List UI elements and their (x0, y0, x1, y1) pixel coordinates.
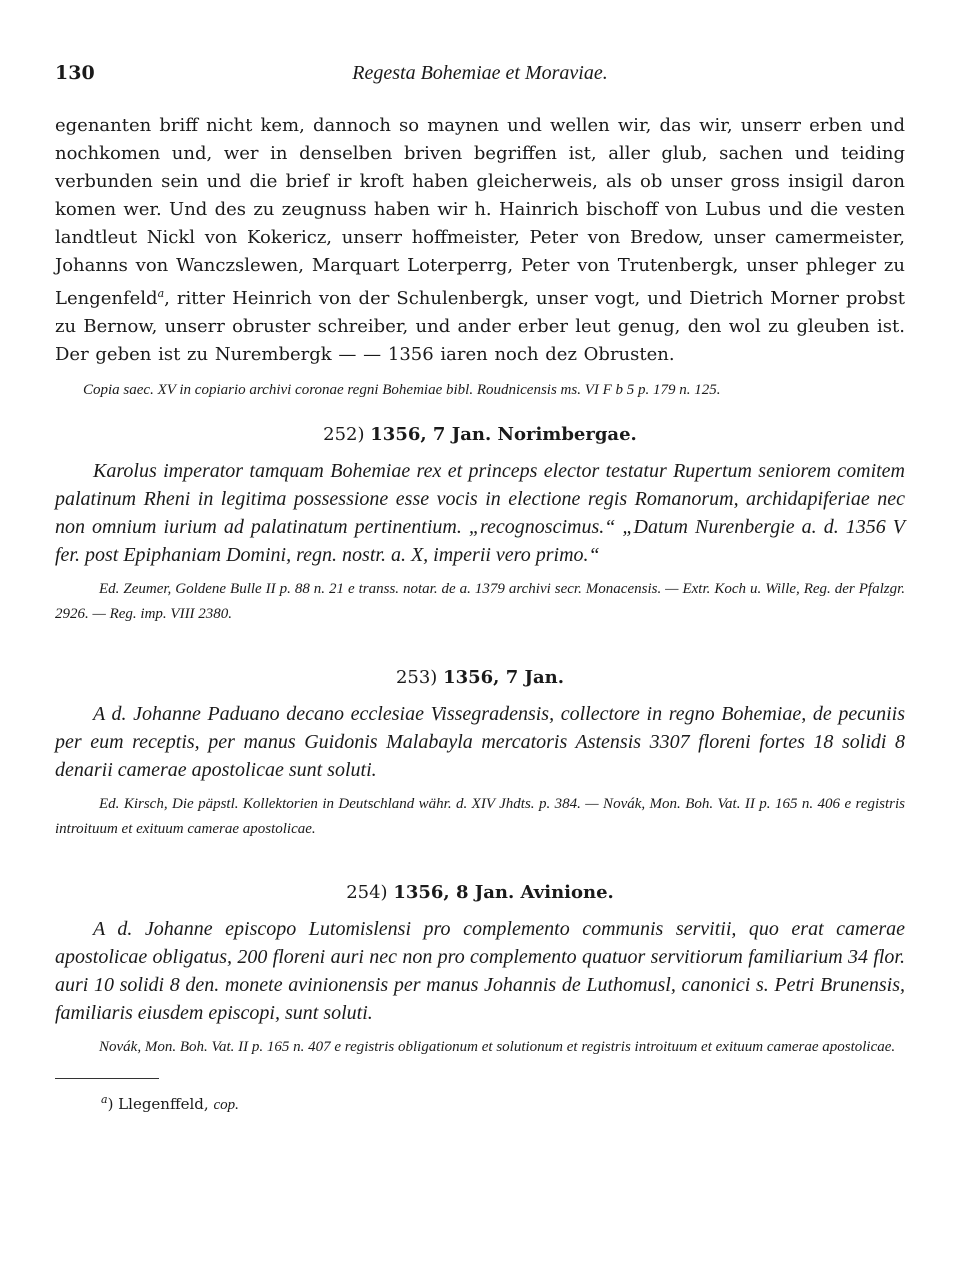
entry-heading-253 (55, 667, 905, 688)
entry-heading-252 (55, 424, 905, 445)
footnote-text: ) Llegenffeld, (107, 1095, 214, 1113)
footnote-divider (55, 1078, 159, 1079)
entry-regest-253: A d. Johanne Paduano decano ecclesiae Vissegradensis, collectore in regno Bohemiae, de pecuniis per eum receptis, per manus Guidonis Malabayla mercatoris Astensis 3307 floreni fortes 18 solidi 8 denarii camerae apostolicae sunt soluti. (55, 703, 905, 781)
footnote (101, 1089, 905, 1116)
running-head (55, 62, 905, 96)
entry-regest-252: Karolus imperator tamquam Bohemiae rex et princeps elector testatur Rupertum seniorem comitem palatinum Rheni in legitima possessione esse vocis in electione regis Romanorum, archidapiferiae nec non omnium iurium ad palatinatum pertinentium. „recognoscimus.“ „Datum Nurenbergie a. d. 1356 V fer. post Epiphaniam Domini, regn. nostr. a. X, imperii vero primo.“ (55, 460, 905, 566)
entry-heading-254 (55, 882, 905, 903)
entry-date: 1356, 7 Jan. Norimbergae. (370, 424, 637, 445)
footnote-reference: a (157, 287, 165, 300)
document-text-part-2: , ritter Heinrich von der Schulenbergk, unser vogt, und Dietrich Morner probst zu Bernow, unserr obruster schreiber, und ander erber leut genug, den wol zu gleuben ist. Der geben ist zu Nurembergk — — 1356 iaren noch dez Obrusten. (55, 288, 905, 365)
continued-document-text (55, 112, 905, 369)
entry-number: 252) (323, 424, 365, 445)
entry-date: 1356, 8 Jan. Avinione. (393, 882, 614, 903)
entry-note-253: Ed. Kirsch, Die päpstl. Kollektorien in Deutschland währ. d. XIV Jhdts. p. 384. — Novák, Mon. Boh. Vat. II p. 165 n. 406 e registris introituum et exituum camerae apostolicae. (55, 796, 905, 837)
entry-number: 253) (395, 667, 438, 688)
entry-date: 1356, 7 Jan. (443, 667, 565, 688)
footnote-marker: a (101, 1093, 108, 1106)
page (55, 62, 905, 1116)
entry-number: 254) (346, 882, 388, 903)
running-title: Regesta Bohemiae et Moraviae. (352, 62, 608, 84)
page-number: 130 (55, 62, 95, 84)
entry-note-252: Ed. Zeumer, Goldene Bulle II p. 88 n. 21 e transs. notar. de a. 1379 archivi secr. Monacensis. — Extr. Koch u. Wille, Reg. der Pfalzgr. 2926. — Reg. imp. VIII 2380. (55, 581, 905, 622)
footnote-abbrev: cop. (213, 1097, 239, 1113)
entry-regest-254: A d. Johanne episcopo Lutomislensi pro complemento communis servitii, quo erat camerae apostolicae obligatus, 200 floreni auri nec non pro complemento quatuor servitiorum familiarium 34 flor. auri 10 solidi 8 den. monete avinionensis per manus Johannis de Luthomusl, canonici s. Petri Brunensis, familiaris eiusdem episcopi, sunt soluti. (55, 918, 905, 1024)
source-note: Copia saec. XV in copiario archivi coronae regni Bohemiae bibl. Roudnicensis ms. VI F b 5 p. 179 n. 125. (83, 382, 721, 398)
entry-note-254: Novák, Mon. Boh. Vat. II p. 165 n. 407 e registris obligationum et solutionum et registris introituum et exituum camerae apostolicae. (99, 1039, 896, 1055)
document-text-part-1: egenanten briff nicht kem, dannoch so maynen und wellen wir, das wir, unserr erben und nochkomen und, wer in denselben briven begriffen ist, aller glub, sachen und teiding verbunden sein und die brief ir kroft haben gleicherweis, als ob unser gross insigil daron komen wer. Und des zu zeugnuss haben wir h. Hainrich bischoff von Lubus und die vesten landtleut Nickl von Kokericz, unserr hoffmeister, Peter von Bredow, unser camermeister, Johanns von Wanczslewen, Marquart Loterperrg, Peter von Trutenbergk, unser phleger zu Lengenfeld (55, 115, 905, 309)
